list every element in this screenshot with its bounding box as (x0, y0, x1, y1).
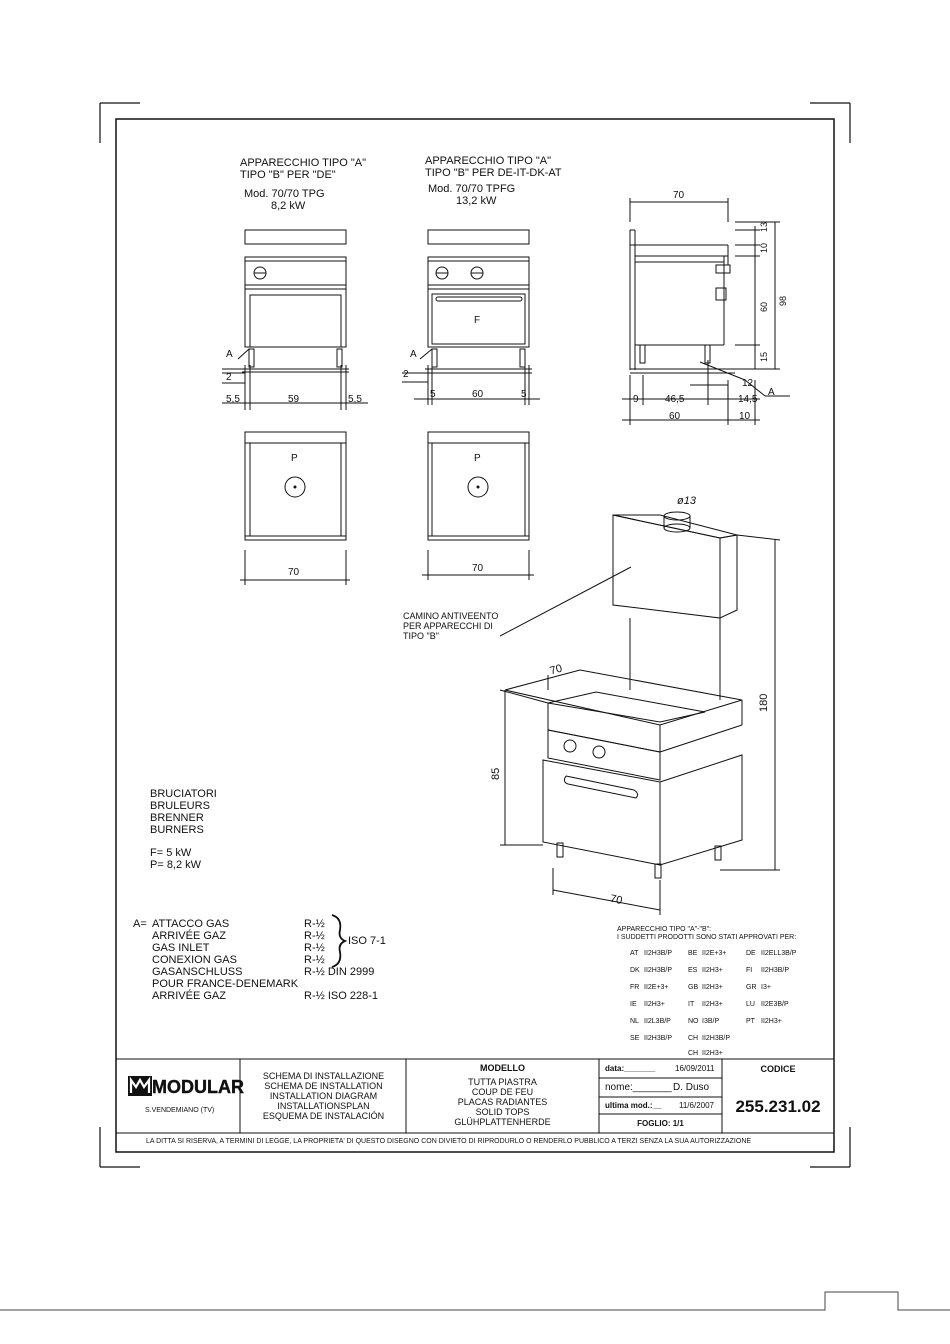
modello-it: TUTTA PIASTRA (468, 1077, 537, 1087)
view-b-heading (425, 155, 562, 179)
view-b-model: Mod. 70/70 TPFG (428, 183, 516, 195)
gas-value: R-½ (304, 942, 325, 954)
plan-a-depth: 70 (288, 567, 300, 578)
gas-value: R-½ DIN 2999 (304, 966, 375, 978)
marker-a: A (768, 387, 775, 398)
approval-category: II2E+3+ (702, 950, 727, 957)
dim-left: 5 (430, 389, 436, 400)
gas-prefix: A= (133, 918, 147, 930)
codice-label: CODICE (760, 1064, 796, 1074)
approval-category: II2E3B/P (761, 1001, 789, 1008)
burner-f: F= 5 kW (150, 847, 192, 859)
dim-b2: 46,5 (665, 394, 685, 405)
country-code: IE (630, 1001, 637, 1008)
chimney-label-line1: CAMINO ANTIVEENTO (403, 611, 499, 621)
approval-category: II2ELL3B/P (761, 950, 797, 957)
country-code: NO (688, 1018, 699, 1025)
oven-label: F (474, 315, 481, 326)
marker-a: A (410, 349, 417, 360)
gas-value: R-½ (304, 930, 325, 942)
country-code: FI (746, 967, 753, 974)
gas-label: ARRIVÉE GAZ (152, 930, 226, 942)
schema-de: INSTALLATIONSPLAN (277, 1101, 370, 1111)
country-code: GR (746, 984, 757, 991)
gas-value: R-½ (304, 918, 325, 930)
chimney-label-line2: PER APPARECCHI DI (403, 621, 493, 631)
iso-width: 70 (548, 662, 564, 678)
dim-b4: 12 (742, 378, 754, 389)
approvals-grid (630, 950, 830, 1062)
country-code: IT (688, 1001, 695, 1008)
company-logo (128, 1076, 244, 1097)
approval-category: I3B/P (702, 1018, 720, 1025)
gas-iso: ISO 7-1 (348, 935, 386, 947)
dim-h2: 10 (759, 242, 769, 253)
country-code: FR (630, 984, 640, 991)
page-tab (0, 1292, 950, 1310)
burners-title-it: BRUCIATORI (150, 788, 217, 800)
dim-right: 5 (521, 389, 527, 400)
dim-total: 98 (778, 295, 788, 306)
gas-label: CONEXION GAS (152, 954, 237, 966)
dim-gap: 2 (226, 372, 232, 383)
country-code: LU (746, 1001, 755, 1008)
approvals-title-line1: APPARECCHIO TIPO "A"-"B": (617, 926, 712, 933)
gas-value (304, 978, 378, 990)
approval-category: II2L3B/P (644, 1018, 671, 1025)
approval-category: II2H3+ (702, 1001, 723, 1008)
ultima-mod-value: 11/6/2007 (679, 1101, 714, 1110)
view-b-heading-line2: TIPO "B" PER DE-IT-DK-AT (425, 167, 562, 179)
approval-category: II2H3B/P (644, 950, 673, 957)
codice-value: 255.231.02 (735, 1097, 821, 1116)
approval-category: II2H3B/P (761, 967, 790, 974)
view-b-power: 13,2 kW (456, 195, 497, 207)
iso-depth: 70 (608, 892, 624, 908)
view-b-heading-line1: APPARECCHIO TIPO "A" (425, 155, 551, 167)
burners-title-fr: BRULEURS (150, 800, 210, 812)
view-a-heading-line2: TIPO "B" PER "DE" (240, 169, 336, 181)
iso-height: 85 (490, 767, 502, 780)
modello-fr: COUP DE FEU (471, 1087, 534, 1097)
country-code: DE (746, 950, 756, 957)
approval-category: II2H3+ (761, 1018, 782, 1025)
dim-right: 5,5 (348, 394, 362, 405)
dim-base: 60 (669, 411, 681, 422)
plate-label: P (474, 453, 481, 464)
country-code: NL (630, 1018, 639, 1025)
view-a-heading (240, 157, 366, 181)
disclaimer: LA DITTA SI RISERVA, A TERMINI DI LEGGE, LA PROPRIETA' DI QUESTO DISEGNO CON DIVIETO DI RIPRODURLO O RENDERLO PUBBLICO A TERZI SENZA LA SUA AUTORIZZAZIONE (146, 1138, 752, 1145)
dim-h3: 60 (759, 301, 769, 312)
modello-label: MODELLO (480, 1063, 525, 1073)
schema-en: INSTALLATION DIAGRAM (269, 1091, 378, 1101)
front-view-a (222, 230, 368, 410)
dim-left: 5,5 (226, 394, 240, 405)
chimney-label-line3: TIPO "B" (403, 631, 439, 641)
country-code: PT (746, 1018, 755, 1025)
burners-values (150, 847, 201, 871)
burner-p: P= 8,2 kW (150, 859, 202, 871)
gas-label: GAS INLET (152, 942, 210, 954)
data-value: 16/09/2011 (675, 1064, 715, 1073)
country-code: DK (630, 967, 640, 974)
schema-it: SCHEMA DI INSTALLAZIONE (262, 1071, 385, 1081)
company-location: S.VENDEMIANO (TV) (145, 1107, 215, 1114)
approval-category: I3+ (761, 984, 771, 991)
modello-en: SOLID TOPS (475, 1107, 530, 1117)
gas-label: POUR FRANCE-DENEMARK (152, 978, 299, 990)
dim-base2: 10 (739, 411, 751, 422)
burners-titles (150, 788, 217, 836)
plan-b-depth: 70 (472, 563, 484, 574)
logo-wordmark: MODULAR (152, 1077, 244, 1097)
chimney-diameter: ø13 (677, 495, 696, 507)
gas-values (304, 918, 378, 1002)
isometric-view (500, 512, 780, 915)
dim-h4: 15 (759, 351, 769, 362)
gas-value: R-½ (304, 954, 325, 966)
country-code: CH (688, 1035, 699, 1042)
approval-category: II2E+3+ (644, 984, 669, 991)
modello-de: GLÜHPLATTENHERDE (454, 1117, 551, 1127)
approval-category: II2H3+ (702, 967, 723, 974)
data-label: data:_______ (605, 1064, 656, 1073)
nome-value: D. Duso (673, 1082, 710, 1093)
gas-label: GASANSCHLUSS (152, 966, 243, 978)
ultima-mod-label: ultima mod.:__ (605, 1101, 662, 1110)
modello-es: PLACAS RADIANTES (457, 1097, 548, 1107)
schema-es: ESQUEMA DE INSTALACIÓN (262, 1111, 385, 1121)
approvals-title (617, 926, 796, 942)
logo-mark (128, 1076, 244, 1097)
approval-category: II2H3B/P (644, 967, 673, 974)
view-a-model: Mod. 70/70 TPG (244, 188, 325, 200)
approvals-title-line2: I SUDDETTI PRODOTTI SONO STATI APPROVATI PER: (617, 934, 797, 941)
burners-title-en: BURNERS (150, 824, 204, 836)
foglio: FOGLIO: 1/1 (637, 1119, 684, 1128)
view-a-heading-line1: APPARECCHIO TIPO "A" (240, 157, 366, 169)
schema-titles (246, 1071, 401, 1121)
country-code: CH (688, 1050, 699, 1057)
gas-value: R-½ ISO 228-1 (304, 990, 378, 1002)
modello-names (410, 1077, 595, 1127)
country-code: AT (630, 950, 639, 957)
country-code: GB (688, 984, 699, 991)
dim-width: 60 (472, 389, 484, 400)
approval-category: II2H3+ (644, 1001, 665, 1008)
dim-top: 70 (673, 190, 685, 201)
dim-gap: 2 (403, 369, 409, 380)
burners-title-de: BRENNER (150, 812, 204, 824)
approval-category: II2H3+ (702, 984, 723, 991)
front-view-b (402, 230, 540, 405)
plate-label: P (291, 453, 298, 464)
iso-total-height: 180 (758, 693, 770, 712)
gas-labels (152, 918, 298, 1002)
dim-width: 59 (288, 394, 300, 405)
approval-category: II2H3+ (702, 1050, 723, 1057)
approval-category: II2H3B/P (702, 1035, 731, 1042)
approval-category: II2H3B/P (644, 1035, 673, 1042)
nome-label: nome:_______ (605, 1082, 672, 1093)
dim-h1: 13 (759, 221, 769, 232)
gas-label: ATTACCO GAS (152, 918, 230, 930)
dim-b3: 14,5 (738, 394, 758, 405)
chimney-label (403, 611, 498, 641)
dim-b1: 9 (633, 394, 639, 405)
country-code: SE (630, 1035, 640, 1042)
view-a-power: 8,2 kW (271, 200, 306, 212)
schema-fr: SCHEMA DE INSTALLATION (264, 1081, 383, 1091)
marker-a: A (226, 349, 233, 360)
country-code: BE (688, 950, 698, 957)
country-code: ES (688, 967, 698, 974)
gas-label: ARRIVÉE GAZ (152, 990, 226, 1002)
